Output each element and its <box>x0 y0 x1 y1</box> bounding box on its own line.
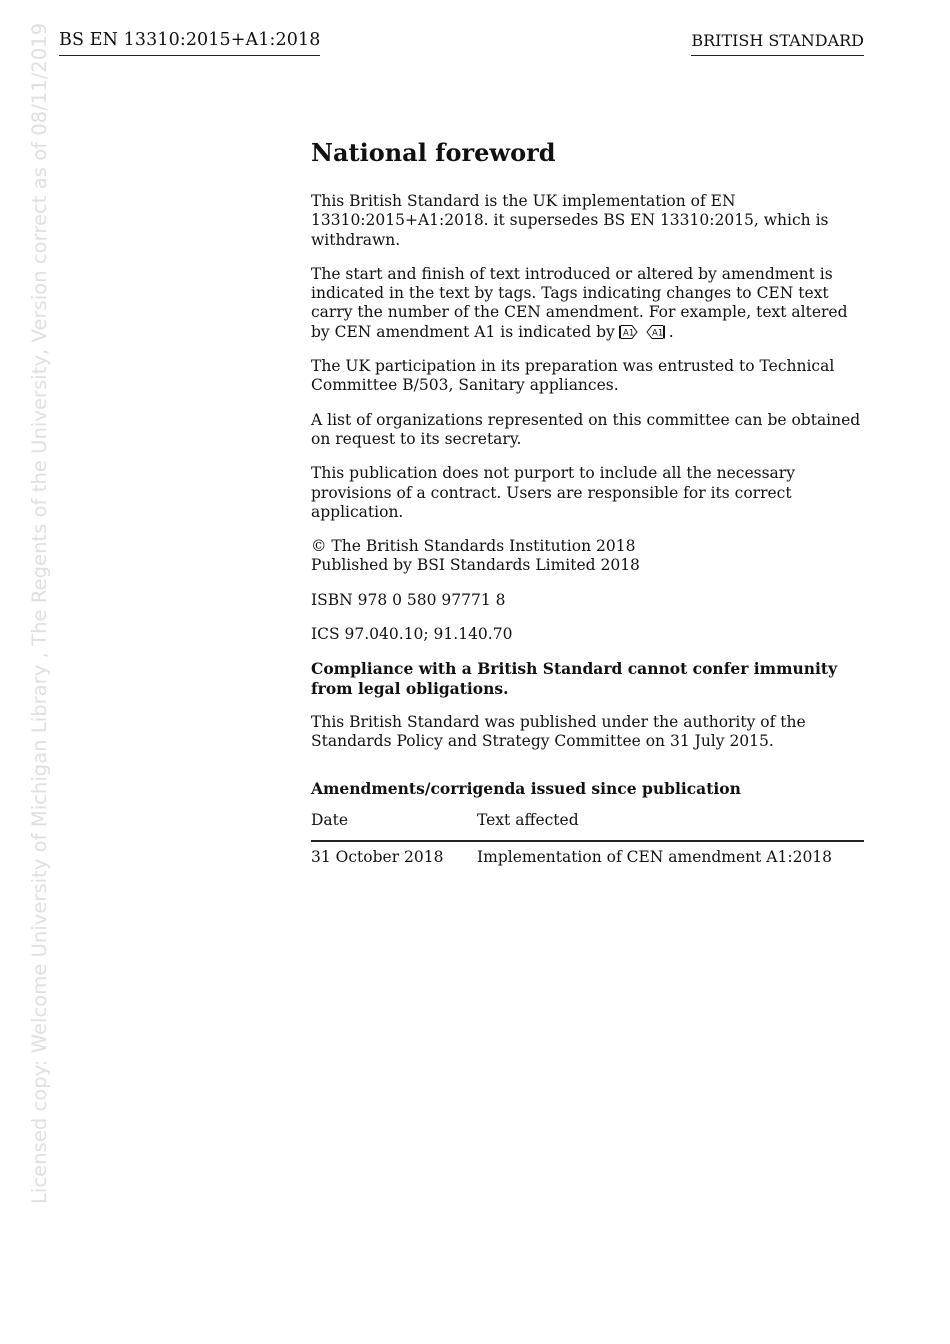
committee-paragraph: The UK participation in its preparation was entrusted to Technical Committee B/503, Sanitary appliances. <box>311 357 835 395</box>
license-watermark: Licensed copy: Welcome University of Michigan Library , The Regents of the University, Version correct as of 08/11/2019 <box>28 22 51 1204</box>
ics-codes: ICS 97.040.10; 91.140.70 <box>311 625 513 644</box>
amendment-text-affected: Implementation of CEN amendment A1:2018 <box>477 848 833 867</box>
copyright-line: © The British Standards Institution 2018 <box>311 537 636 556</box>
table-header-row <box>311 806 864 841</box>
standard-type: BRITISH STANDARD <box>691 31 864 56</box>
amendment-tags-period: . <box>668 322 674 341</box>
amendment-end-tag-label: A1 <box>651 328 664 339</box>
page-title: National foreword <box>311 138 556 167</box>
provisions-paragraph: This publication does not purport to include all the necessary provisions of a contract. Users are responsible for its correct application. <box>311 464 795 521</box>
foreword-section <box>311 138 864 867</box>
amendments-heading: Amendments/corrigenda issued since publication <box>311 778 741 798</box>
authority-paragraph: This British Standard was published under the authority of the Standards Policy and Strategy Committee on 31 July 2015. <box>311 712 806 751</box>
amendment-tags-text: The start and finish of text introduced or altered by amendment is indicated in the text by tags. Tags indicating changes to CEN text carry the number of the CEN amendment. For example, text altered by CEN amendment A1 is indicated by <box>311 264 848 341</box>
organizations-paragraph: A list of organizations represented on this committee can be obtained on request to its secretary. <box>311 410 861 448</box>
implementation-paragraph: This British Standard is the UK implementation of EN 13310:2015+A1:2018. it supersedes BS EN 13310:2015, which is withdrawn. <box>311 192 829 249</box>
text-affected-column-header: Text affected <box>477 806 864 841</box>
amendment-date: 31 October 2018 <box>311 848 444 867</box>
amendments-table <box>311 806 864 868</box>
date-column-header: Date <box>311 806 477 841</box>
amendment-start-tag-label: A1 <box>622 328 635 339</box>
amendment-tags-paragraph <box>311 265 864 342</box>
amendment-end-tag-icon <box>646 325 665 339</box>
document-number: BS EN 13310:2015+A1:2018 <box>59 30 320 56</box>
amendment-start-tag-icon <box>619 325 638 339</box>
compliance-statement: Compliance with a British Standard cannot confer immunity from legal obligations. <box>311 659 838 698</box>
copyright-block <box>311 537 864 576</box>
table-row <box>311 841 864 867</box>
publisher-line: Published by BSI Standards Limited 2018 <box>311 556 640 575</box>
isbn: ISBN 978 0 580 97771 8 <box>311 590 506 609</box>
